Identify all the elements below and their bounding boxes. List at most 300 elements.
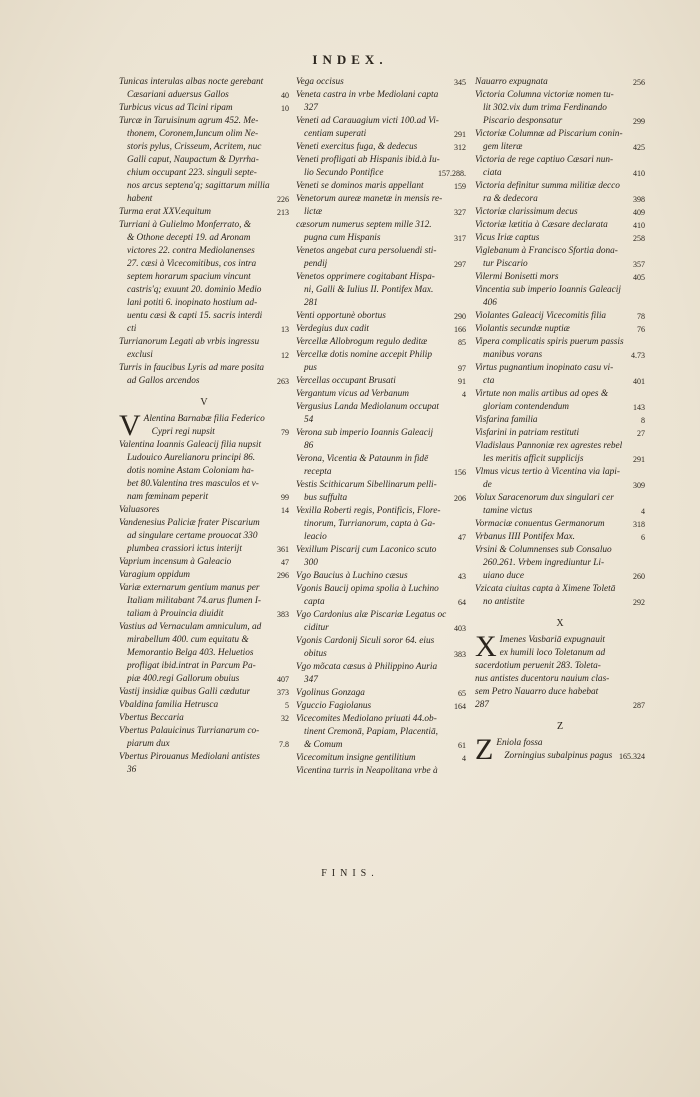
page-number: 345 xyxy=(454,78,466,87)
page-footer: FINIS. xyxy=(321,868,379,879)
index-entry xyxy=(296,544,466,570)
entry-text: exclusi xyxy=(127,350,153,360)
page-number: 425 xyxy=(633,143,645,152)
index-entry xyxy=(296,687,466,700)
index-entry xyxy=(119,336,289,362)
entry-text: Verdegius dux cadit xyxy=(296,324,369,334)
entry-text: Turcæ in Taruisinum agrum 452. Me- xyxy=(119,116,259,126)
index-entry xyxy=(296,479,466,505)
index-section-letter: Z xyxy=(556,721,564,732)
page-number: 157.288. xyxy=(438,169,466,178)
entry-text: Eniola fossa xyxy=(496,738,543,748)
index-entry xyxy=(475,206,645,219)
index-entry xyxy=(296,505,466,544)
entry-text: no antistite xyxy=(483,597,525,607)
entry-text: Veneti profligati ab Hispanis ibid.à Iu- xyxy=(296,155,440,165)
entry-text: dotis nomine Astam Coloniam ha- xyxy=(127,466,254,476)
index-entry xyxy=(475,388,645,414)
entry-text: Memorantio Belga 403. Heluetios xyxy=(127,648,254,658)
entry-text: recepta xyxy=(304,467,332,477)
entry-text: ad singulare certame prouocat 330 xyxy=(127,531,258,541)
entry-text: Galli caput, Naupactum & Dyrrha- xyxy=(127,155,259,165)
entry-text: Vgo Cardonius alæ Piscariæ Legatus oc xyxy=(296,610,447,620)
entry-text: Vrsini & Columnenses sub Consaluo xyxy=(475,545,612,555)
page-number: 213 xyxy=(277,208,289,217)
entry-text: manibus vorans xyxy=(483,350,543,360)
entry-text: Zorningius subalpinus pagus xyxy=(504,751,613,761)
entry-text: 300 xyxy=(304,558,318,568)
page-number: 10 xyxy=(281,104,289,113)
page-number: 291 xyxy=(633,455,645,464)
entry-text: Vicecomites Mediolano priuati 44.ob- xyxy=(296,714,437,724)
page-number: 299 xyxy=(633,117,645,126)
entry-text: Turma erat XXV.equitum xyxy=(119,207,212,217)
entry-text: Veneta castra in vrbe Mediolani capta xyxy=(296,90,439,100)
index-entry xyxy=(119,699,289,712)
page-number: 27 xyxy=(637,429,645,438)
entry-text: lani potiti 6. inopinato hostium ad- xyxy=(127,298,258,308)
entry-text: Vguccio Fagiolanus xyxy=(296,701,372,711)
entry-text: ciata xyxy=(483,168,502,178)
entry-text: Vgonis Cardonij Siculi soror 64. eius xyxy=(296,636,435,646)
entry-text: cta xyxy=(483,376,495,386)
entry-text: tinent Cremonā, Papiam, Placentiā, xyxy=(304,727,438,737)
page-number: 309 xyxy=(633,481,645,490)
entry-text: Italiam militabant 74.arus flumen I- xyxy=(127,596,262,606)
entry-text: Vbertus Palauicinus Turrianarum co- xyxy=(119,726,260,736)
entry-text: Vgonis Baucij opima spolia à Luchino xyxy=(296,584,439,594)
page-number: 79 xyxy=(281,428,289,437)
entry-text: Victoria Columna victoriæ nomen tu- xyxy=(475,90,614,100)
entry-text: Nauarro expugnata xyxy=(475,77,548,87)
entry-text: ra & dedecora xyxy=(483,194,538,204)
page-number: 373 xyxy=(277,688,289,697)
page-number: 76 xyxy=(637,325,645,334)
index-entry xyxy=(475,733,645,766)
entry-text: de xyxy=(483,480,492,490)
index-entry xyxy=(119,517,289,556)
page-number: 5 xyxy=(285,701,289,710)
entry-text: lictæ xyxy=(304,207,323,217)
page-number: 296 xyxy=(277,571,289,580)
page-number: 317 xyxy=(454,234,466,243)
index-entry xyxy=(119,76,289,102)
index-entry xyxy=(475,427,645,440)
index-entry xyxy=(119,102,289,115)
entry-text: pus xyxy=(304,363,317,373)
index-entry xyxy=(296,310,466,323)
entry-text: Victoria definitur summa militiæ decco xyxy=(475,181,620,191)
entry-text: ciditur xyxy=(304,623,329,633)
entry-text: Venetos opprimere cogitabant Hispa- xyxy=(296,272,435,282)
entry-text: Vzicata ciuitas capta à Ximene Toletā xyxy=(475,584,616,594)
index-entry xyxy=(475,232,645,245)
page-number: 97 xyxy=(458,364,466,373)
page-number: 361 xyxy=(277,545,289,554)
entry-text: Veneti exercitus fuga, & dedecus xyxy=(296,142,418,152)
entry-text: Violantes Galeacij Vicecomitis filia xyxy=(475,311,607,321)
index-entry xyxy=(296,752,466,765)
page-number: 164 xyxy=(454,702,466,711)
entry-text: leacio xyxy=(304,532,327,542)
entry-text: gem literæ xyxy=(483,142,523,152)
page-number: 405 xyxy=(633,273,645,282)
index-entry xyxy=(296,609,466,635)
index-entry xyxy=(119,409,289,442)
page-number: 383 xyxy=(277,610,289,619)
entry-text: Vicentina turris in Neapolitana vrbe à xyxy=(296,766,438,776)
entry-text: mirabellum 400. cum equitatu & xyxy=(127,635,249,645)
entry-text: pendij xyxy=(304,259,328,269)
entry-text: Cæsariani aduersus Gallos xyxy=(127,90,229,100)
index-entry xyxy=(296,193,466,219)
index-entry xyxy=(296,245,466,271)
page-number: 260 xyxy=(633,572,645,581)
entry-text: Vbaldina familia Hetrusca xyxy=(119,700,219,710)
entry-text: uiano duce xyxy=(483,571,525,581)
entry-text: ad Gallos arcendos xyxy=(127,376,200,386)
page-number: 61 xyxy=(458,741,466,750)
page-number: 159 xyxy=(454,182,466,191)
entry-text: capta xyxy=(304,597,325,607)
entry-text: Vega occisus xyxy=(296,77,344,87)
page-number: 410 xyxy=(633,221,645,230)
page-number: 12 xyxy=(281,351,289,360)
entry-text: 36 xyxy=(127,765,137,775)
index-entry xyxy=(475,336,645,362)
entry-text: tur Piscario xyxy=(483,259,528,269)
entry-text: Valuasores xyxy=(119,505,160,515)
index-column-3 xyxy=(475,76,645,766)
index-entry xyxy=(119,206,289,219)
page-number: 143 xyxy=(633,403,645,412)
entry-text: Turbicus vicus ad Ticini ripam xyxy=(119,103,233,113)
page-number: 383 xyxy=(454,650,466,659)
page-number: 256 xyxy=(633,78,645,87)
index-entry xyxy=(475,310,645,323)
entry-text: Vexillum Piscarij cum Laconico scuto xyxy=(296,545,437,555)
entry-text: Vilermi Bonisetti mors xyxy=(475,272,559,282)
entry-text: Cypri regi nupsit xyxy=(151,427,215,437)
index-entry xyxy=(119,569,289,582)
entry-text: Imenes Vasbariā expugnauit xyxy=(499,635,606,645)
entry-text: Victoriæ lætitia à Cæsare declarata xyxy=(475,220,608,230)
index-entry xyxy=(296,115,466,141)
entry-text: Vexilla Roberti regis, Pontificis, Flore- xyxy=(296,506,441,516)
entry-text: Vergusius Landa Mediolanum occupat xyxy=(296,402,439,412)
page-number: 65 xyxy=(458,689,466,698)
entry-text: taliam à Prouincia diuidit xyxy=(127,609,224,619)
entry-text: ex humili loco Toletanum ad xyxy=(499,648,606,658)
index-entry xyxy=(475,128,645,154)
entry-text: nus antistes ducentoru nauium clas- xyxy=(475,674,610,684)
index-entry xyxy=(475,245,645,271)
entry-text: Vicecomitum insigne gentilitium xyxy=(296,753,416,763)
entry-text: Verona sub imperio Ioannis Galeacij xyxy=(296,428,434,438)
index-entry xyxy=(475,492,645,518)
page-number: 4.73 xyxy=(631,351,645,360)
page-number: 401 xyxy=(633,377,645,386)
entry-text: nos arcus septena'q; sagittarum millia xyxy=(127,181,270,191)
entry-text: Vandenesius Paliciæ frater Piscarium xyxy=(119,518,260,528)
entry-text: tinorum, Turrianorum, capta à Ga- xyxy=(304,519,436,529)
page-number: 287 xyxy=(633,701,645,710)
entry-text: Vastij insidiæ quibus Galli cædutur xyxy=(119,687,251,697)
index-entry xyxy=(296,661,466,687)
index-entry xyxy=(119,582,289,621)
page-number: 403 xyxy=(454,624,466,633)
entry-text: castris'q; exuunt 20. dominio Medio xyxy=(127,285,262,295)
entry-text: Venetos angebat cura persoluendi sti- xyxy=(296,246,437,256)
entry-text: Vlmus vicus tertio à Vicentina via lapi- xyxy=(475,467,620,477)
index-entry xyxy=(475,180,645,206)
page-number: 410 xyxy=(633,169,645,178)
page-number: 318 xyxy=(633,520,645,529)
index-entry xyxy=(475,531,645,544)
entry-text: Virtute non malis artibus ad opes & xyxy=(475,389,609,399)
entry-text: centiam superati xyxy=(304,129,367,139)
entry-text: Vladislaus Pannoniæ rex agrestes rebel xyxy=(475,441,623,451)
entry-text: 406 xyxy=(483,298,497,308)
entry-text: Victoriæ Columnæ ad Piscarium conin- xyxy=(475,129,623,139)
index-entry xyxy=(475,414,645,427)
entry-text: Vaprium incensum à Galeacio xyxy=(119,557,232,567)
entry-text: 327 xyxy=(304,103,318,113)
drop-capital: Z xyxy=(475,733,494,766)
entry-text: Vgolinus Gonzaga xyxy=(296,688,365,698)
page-number: 6 xyxy=(641,533,645,542)
entry-text: chium occupant 223. singuli septe- xyxy=(127,168,257,178)
page-number: 357 xyxy=(633,260,645,269)
entry-text: lio Secundo Pontifice xyxy=(304,168,384,178)
drop-capital: X xyxy=(475,630,497,663)
index-entry xyxy=(475,630,645,712)
entry-text: 281 xyxy=(304,298,318,308)
entry-text: Vipera complicatis spiris puerum passis xyxy=(475,337,624,347)
entry-text: Violantis secundæ nuptiæ xyxy=(475,324,570,334)
entry-text: Virtus pugnantium inopinato casu vi- xyxy=(475,363,614,373)
entry-text: uentu cæsi & capti 15. sacris interdi xyxy=(127,311,263,321)
entry-text: Vastius ad Vernaculam amniculum, ad xyxy=(119,622,262,632)
entry-text: nam fœminam peperit xyxy=(127,492,209,502)
index-column-2 xyxy=(296,76,466,778)
page-number: 290 xyxy=(454,312,466,321)
page-number: 292 xyxy=(633,598,645,607)
index-entry xyxy=(119,504,289,517)
page-number: 258 xyxy=(633,234,645,243)
index-entry xyxy=(119,439,289,504)
page-number: 91 xyxy=(458,377,466,386)
entry-text: & Othone decepti 19. ad Aronam xyxy=(127,233,251,243)
index-entry xyxy=(119,751,289,777)
index-entry xyxy=(296,570,466,583)
page-number: 206 xyxy=(454,494,466,503)
page-number: 156 xyxy=(454,468,466,477)
entry-text: 54 xyxy=(304,415,314,425)
entry-text: bet 80.Valentina tres masculos et v- xyxy=(127,479,259,489)
index-entry xyxy=(475,271,645,284)
entry-text: victores 22. contra Mediolanenses xyxy=(127,246,255,256)
index-entry xyxy=(119,725,289,751)
entry-text: 347 xyxy=(304,675,318,685)
index-entry xyxy=(296,76,466,89)
entry-text: Victoria de rege captiuo Cæsari nun- xyxy=(475,155,614,165)
entry-text: Turris in faucibus Lyris ad mare posita xyxy=(119,363,265,373)
entry-text: Variæ externarum gentium manus per xyxy=(119,583,260,593)
entry-text: Vicus Iriæ captus xyxy=(475,233,540,243)
index-entry xyxy=(296,219,466,245)
index-entry xyxy=(296,375,466,388)
index-entry xyxy=(296,700,466,713)
index-entry xyxy=(475,518,645,531)
index-entry xyxy=(119,219,289,336)
entry-text: pugna cum Hispanis xyxy=(304,233,381,243)
entry-text: cæsorum numerus septem mille 312. xyxy=(296,220,432,230)
index-entry xyxy=(296,271,466,310)
entry-text: tamine victus xyxy=(483,506,533,516)
index-entry xyxy=(296,154,466,180)
page-number: 13 xyxy=(281,325,289,334)
entry-text: Vgo Baucius à Luchino cæsus xyxy=(296,571,408,581)
page-number: 4 xyxy=(641,507,645,516)
entry-text: Piscario desponsatur xyxy=(483,116,563,126)
entry-text: Turrianorum Legati ab vrbis ingressu xyxy=(119,337,260,347)
entry-text: profligat ibid.intrat in Parcum Pa- xyxy=(127,661,256,671)
entry-text: Venti opportunè obortus xyxy=(296,311,386,321)
entry-text: Veneti ad Carauagium victi 100.ad Vi- xyxy=(296,116,439,126)
index-entry xyxy=(296,713,466,752)
page-number: 99 xyxy=(281,493,289,502)
entry-text: Vestis Scithicarum Sibellinarum pelli- xyxy=(296,480,437,490)
entry-text: Vercellas occupant Brusati xyxy=(296,376,396,386)
entry-text: Vercellæ Allobrogum regulo deditæ xyxy=(296,337,428,347)
entry-text: ni, Galli & Iulius II. Pontifex Max. xyxy=(304,285,434,295)
index-entry xyxy=(475,219,645,232)
index-entry xyxy=(119,621,289,686)
index-entry xyxy=(475,154,645,180)
entry-text: les meritis afficit supplicijs xyxy=(483,454,584,464)
index-entry xyxy=(296,89,466,115)
entry-text: gloriam contendendum xyxy=(483,402,569,412)
page-number: 40 xyxy=(281,91,289,100)
entry-text: bus suffulta xyxy=(304,493,348,503)
entry-text: Varagium oppidum xyxy=(119,570,191,580)
page-number: 263 xyxy=(277,377,289,386)
entry-text: habent xyxy=(127,194,153,204)
entry-text: piarum dux xyxy=(127,739,170,749)
entry-text: sacerdotium peruenit 283. Toleta- xyxy=(475,661,601,671)
page-number: 4 xyxy=(462,754,466,763)
index-section-letter: V xyxy=(200,397,208,408)
page-number: 398 xyxy=(633,195,645,204)
index-entry xyxy=(296,765,466,778)
index-entry xyxy=(296,401,466,427)
entry-text: cti xyxy=(127,324,137,334)
index-entry xyxy=(119,362,289,388)
entry-text: Valentina Ioannis Galeacij filia nupsit xyxy=(119,440,262,450)
index-entry xyxy=(475,76,645,89)
page-number: 327 xyxy=(454,208,466,217)
entry-text: 86 xyxy=(304,441,314,451)
page-number: 297 xyxy=(454,260,466,269)
entry-text: thonem, Coronem,Iuncum olim Ne- xyxy=(127,129,259,139)
entry-text: 27. cæsi à Vicecomitibus, cos intra xyxy=(127,259,257,269)
index-entry xyxy=(475,362,645,388)
page-number: 226 xyxy=(277,195,289,204)
page-number: 407 xyxy=(277,675,289,684)
index-entry xyxy=(296,583,466,609)
entry-text: Vercellæ dotis nomine accepit Philip xyxy=(296,350,432,360)
page-number: 291 xyxy=(454,130,466,139)
index-entry xyxy=(296,180,466,193)
page-number: 312 xyxy=(454,143,466,152)
index-entry xyxy=(296,453,466,479)
entry-text: Alentina Barnabæ filia Federico xyxy=(143,414,265,424)
entry-text: & Comum xyxy=(304,740,343,750)
index-entry xyxy=(296,635,466,661)
entry-text: Volux Saracenorum dux singulari cer xyxy=(475,493,614,503)
entry-text: piæ 400.regi Gallorum obuius xyxy=(127,674,240,684)
index-entry xyxy=(296,388,466,401)
entry-text: lit 302.vix dum trima Ferdinando xyxy=(483,103,607,113)
entry-text: Turriani à Gulielmo Monferrato, & xyxy=(119,220,251,230)
entry-text: Tunicas interulas albas nocte gerebant xyxy=(119,77,264,87)
page-number: 409 xyxy=(633,208,645,217)
entry-text: Vormaciæ conuentus Germanorum xyxy=(475,519,605,529)
entry-text: Verona, Vicentia & Pataunm in fidē xyxy=(296,454,429,464)
page-number: 165.324 xyxy=(619,752,645,761)
index-entry xyxy=(119,712,289,725)
entry-text: septem horarum spacium vincunt xyxy=(127,272,251,282)
entry-text: Ludouico Aurelianoru principi 86. xyxy=(127,453,256,463)
entry-text: 287 xyxy=(475,700,489,710)
entry-text: Vgo mõcata cæsus à Philippino Auria xyxy=(296,662,438,672)
index-entry xyxy=(296,323,466,336)
index-entry xyxy=(119,686,289,699)
index-entry xyxy=(475,323,645,336)
page-header: INDEX. xyxy=(312,52,388,67)
page-number: 47 xyxy=(281,558,289,567)
entry-text: Victoriæ clarissimum decus xyxy=(475,207,578,217)
page-number: 8 xyxy=(641,416,645,425)
index-entry xyxy=(475,544,645,583)
index-entry xyxy=(119,556,289,569)
page-number: 32 xyxy=(281,714,289,723)
index-entry xyxy=(296,141,466,154)
page-number: 166 xyxy=(454,325,466,334)
entry-text: Veneti se dominos maris appellant xyxy=(296,181,424,191)
entry-text: Visfarini in patriam restituti xyxy=(475,428,580,438)
index-column-1 xyxy=(119,76,289,777)
entry-text: Vrbanus IIII Pontifex Max. xyxy=(475,532,575,542)
entry-text: Viglebanum à Francisco Sfortia dona- xyxy=(475,246,618,256)
index-section-letter: X xyxy=(556,618,564,629)
index-entry xyxy=(296,427,466,453)
page-number: 4 xyxy=(462,390,466,399)
index-entry xyxy=(475,440,645,466)
entry-text: plumbea crassiori ictus interijt xyxy=(127,544,242,554)
entry-text: Visfarina familia xyxy=(475,415,538,425)
page-number: 64 xyxy=(458,598,466,607)
page-number: 85 xyxy=(458,338,466,347)
drop-capital: V xyxy=(119,409,141,442)
entry-text: storis pylus, Crisseum, Acritem, nuc xyxy=(127,142,262,152)
page-number: 47 xyxy=(458,533,466,542)
entry-text: Vbertus Beccaria xyxy=(119,713,184,723)
entry-text: sem Petro Nauarro duce habebat xyxy=(475,687,599,697)
index-entry xyxy=(475,284,645,310)
entry-text: Vincentia sub imperio Ioannis Galeacij xyxy=(475,285,621,295)
